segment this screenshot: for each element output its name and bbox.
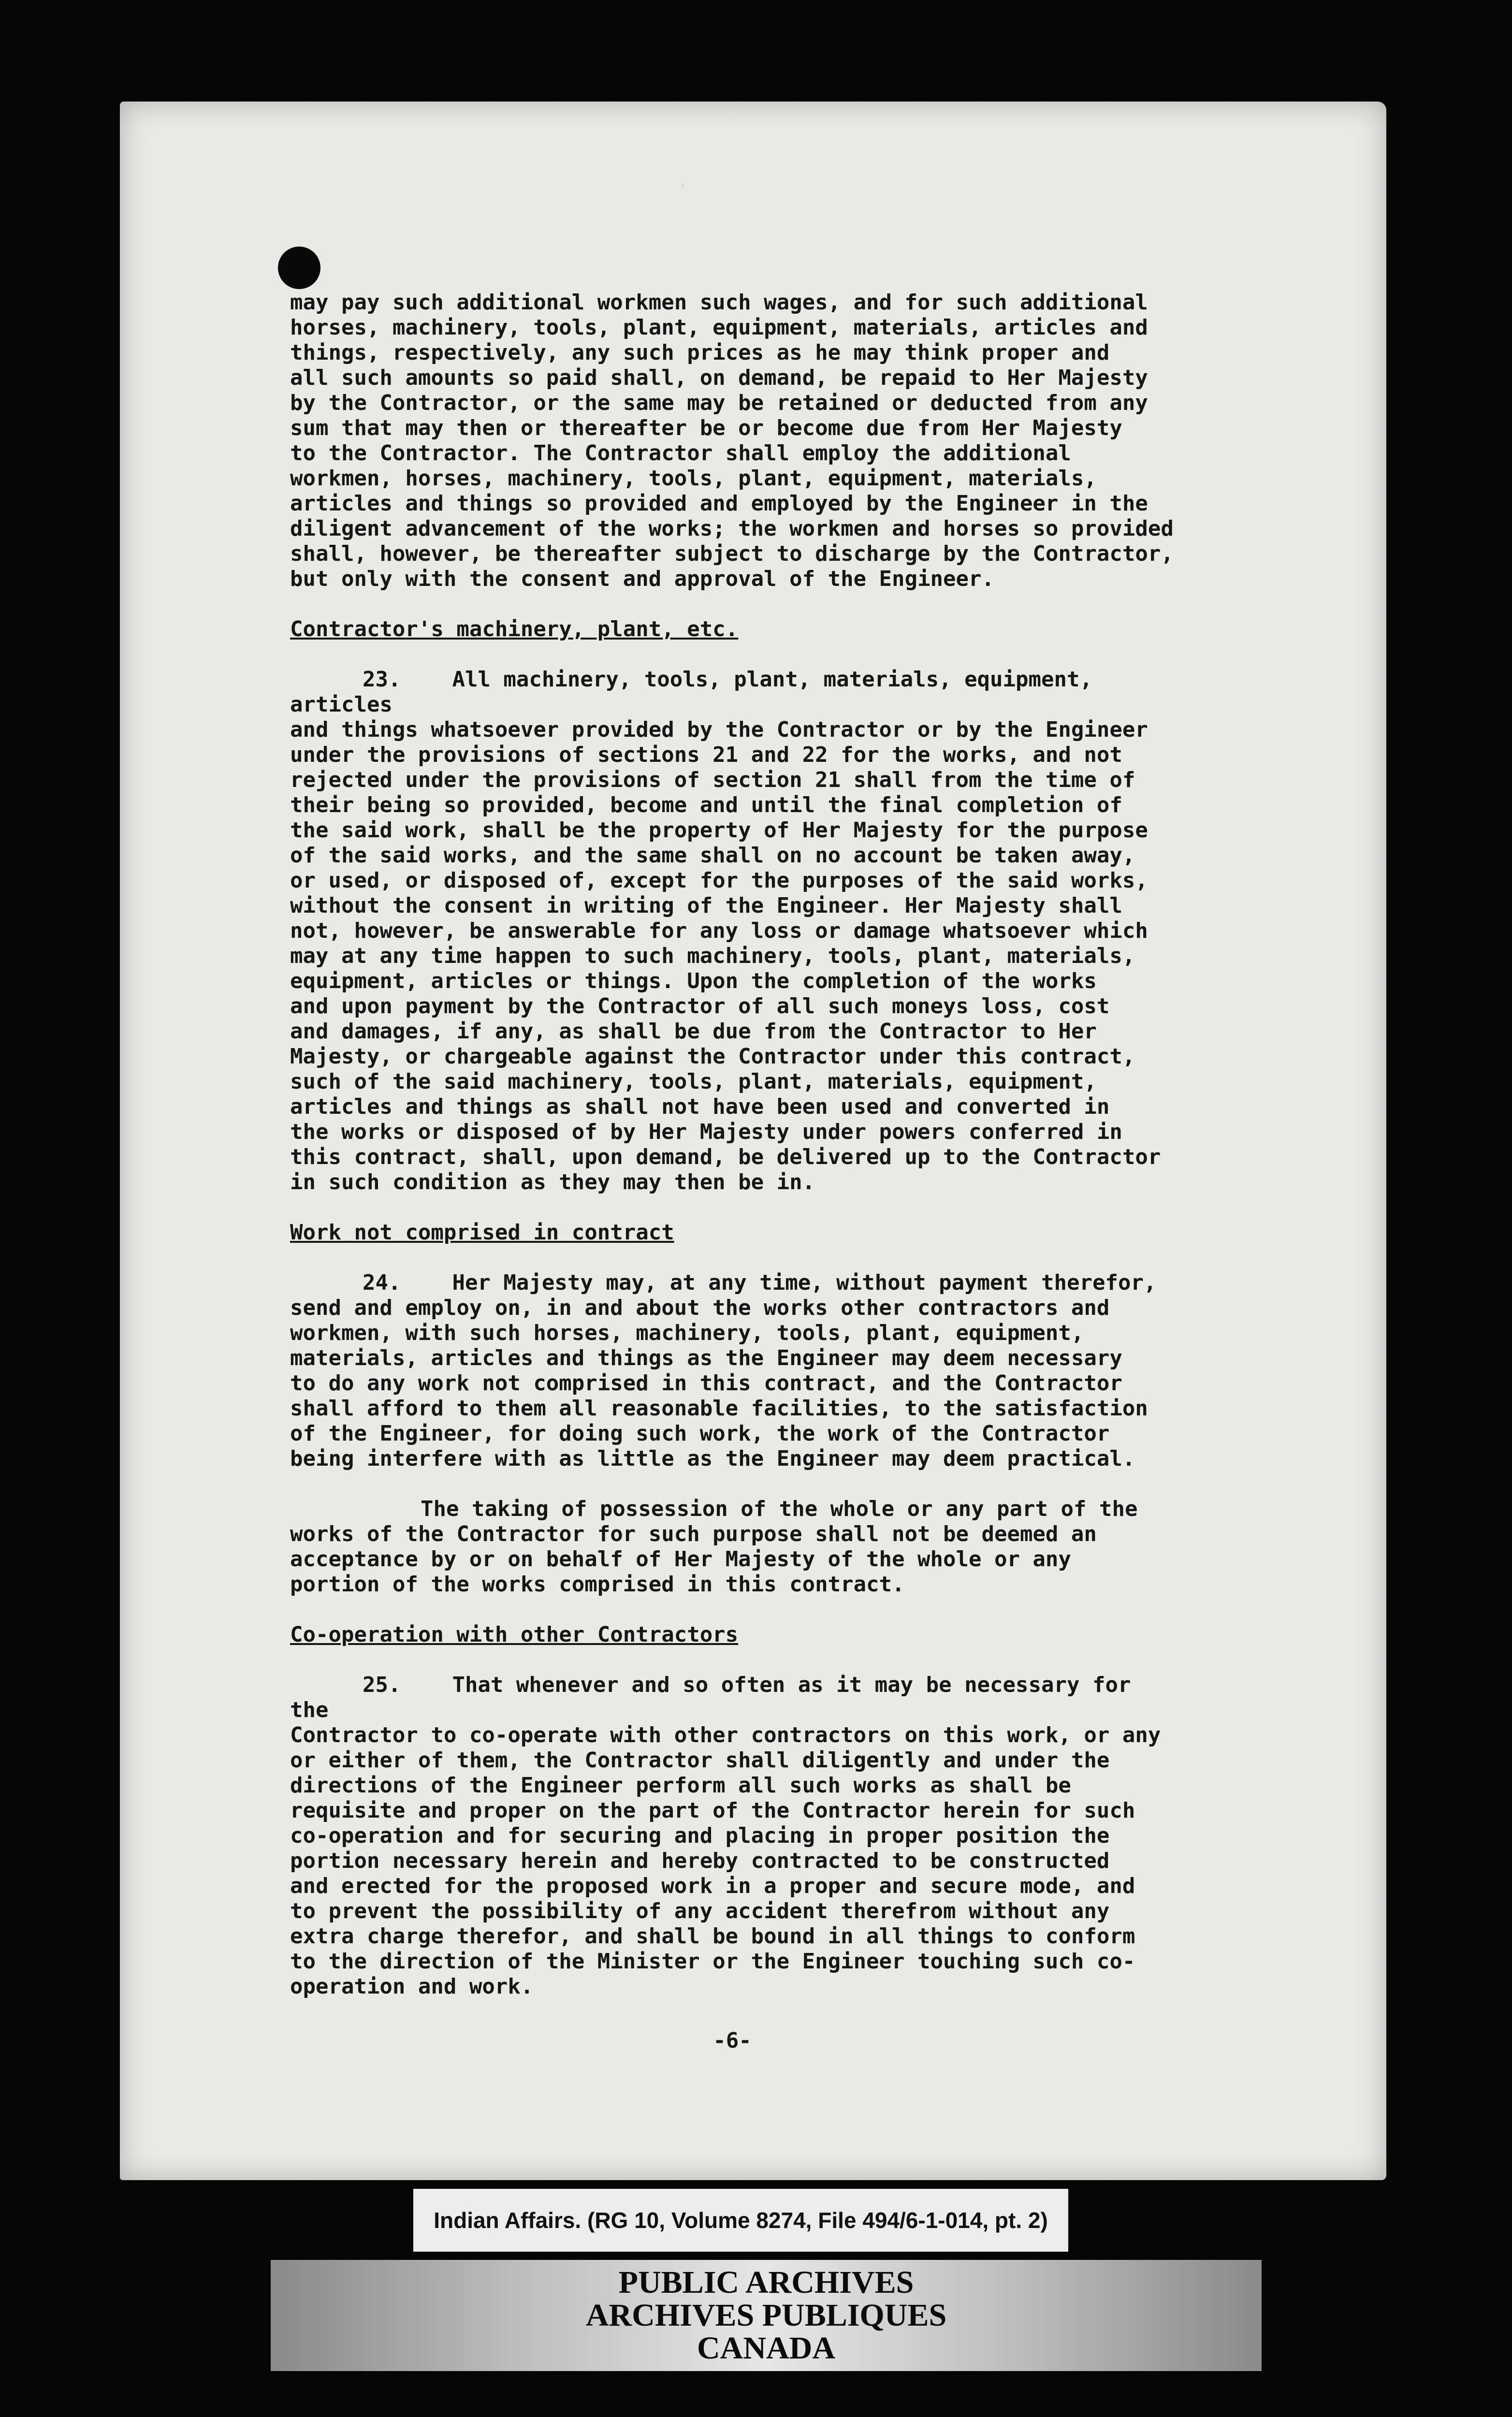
text-line: diligent advancement of the works; the workmen and horses so provided bbox=[290, 516, 1174, 541]
archive-stamp-line2: ARCHIVES PUBLIQUES bbox=[585, 2298, 947, 2333]
text-line: Contractor to co-operate with other contractors on this work, or any bbox=[290, 1723, 1161, 1747]
text-line: in such condition as they may then be in. bbox=[290, 1170, 815, 1194]
text-line: rejected under the provisions of section 21 shall from the time of bbox=[290, 768, 1135, 792]
text-line: workmen, horses, machinery, tools, plant, equipment, materials, bbox=[290, 466, 1097, 491]
archive-stamp-line1: PUBLIC ARCHIVES bbox=[618, 2265, 914, 2300]
text-line: workmen, with such horses, machinery, tools, plant, equipment, bbox=[290, 1321, 1084, 1345]
section-23 bbox=[290, 667, 1175, 1195]
text-line: of the Engineer, for doing such work, the work of the Contractor bbox=[290, 1421, 1110, 1446]
text-line: to the Contractor. The Contractor shall employ the additional bbox=[290, 441, 1071, 466]
text-line: and erected for the proposed work in a proper and secure mode, and bbox=[290, 1874, 1135, 1898]
text-line: works of the Contractor for such purpose shall not be deemed an bbox=[290, 1522, 1097, 1546]
section-25 bbox=[290, 1673, 1175, 1999]
text-line: That whenever and so often as it may be necessary for the bbox=[290, 1673, 1144, 1722]
section-25-number: 25. bbox=[363, 1673, 401, 1697]
text-line: under the provisions of sections 21 and 22 for the works, and not bbox=[290, 743, 1122, 767]
heading-work-not-comprised: Work not comprised in contract bbox=[290, 1220, 674, 1245]
heading-cooperation: Co-operation with other Contractors bbox=[290, 1622, 739, 1647]
text-line: by the Contractor, or the same may be retained or deducted from any bbox=[290, 391, 1148, 415]
text-line: not, however, be answerable for any loss or damage whatsoever which bbox=[290, 918, 1148, 943]
text-line: acceptance by or on behalf of Her Majesty of the whole or any bbox=[290, 1547, 1071, 1572]
text-line: equipment, articles or things. Upon the completion of the works bbox=[290, 969, 1097, 993]
section-24-number: 24. bbox=[363, 1270, 401, 1295]
text-line: shall, however, be thereafter subject to discharge by the Contractor, bbox=[290, 541, 1174, 566]
possession-paragraph bbox=[290, 1497, 1175, 1597]
page-number: -6- bbox=[713, 2028, 752, 2053]
text-line: and damages, if any, as shall be due from the Contractor to Her bbox=[290, 1019, 1097, 1044]
text-line: articles and things as shall not have been used and converted in bbox=[290, 1094, 1110, 1119]
text-line: without the consent in writing of the Engineer. Her Majesty shall bbox=[290, 893, 1122, 918]
text-line: their being so provided, become and until the final completion of bbox=[290, 793, 1122, 817]
section-25-first-line bbox=[290, 1673, 1175, 1723]
archive-stamp bbox=[271, 2260, 1262, 2371]
text-line: portion necessary herein and hereby contracted to be constructed bbox=[290, 1849, 1110, 1873]
text-line: may pay such additional workmen such wages, and for such additional bbox=[290, 290, 1148, 315]
text-line: the said work, shall be the property of Her Majesty for the purpose bbox=[290, 818, 1148, 843]
text-line: things, respectively, any such prices as he may think proper and bbox=[290, 340, 1110, 365]
text-line: but only with the consent and approval of the Engineer. bbox=[290, 567, 994, 591]
intro-paragraph bbox=[290, 290, 1175, 592]
text-line: horses, machinery, tools, plant, equipment, materials, articles and bbox=[290, 315, 1148, 340]
punch-hole bbox=[278, 247, 320, 289]
text-line: being interfere with as little as the Engineer may deem practical. bbox=[290, 1446, 1135, 1471]
text-line: of the said works, and the same shall on no account be taken away, bbox=[290, 843, 1135, 868]
text-line: and upon payment by the Contractor of all such moneys loss, cost bbox=[290, 994, 1110, 1019]
text-line: articles and things so provided and employed by the Engineer in the bbox=[290, 491, 1148, 516]
text-line: materials, articles and things as the Engineer may deem necessary bbox=[290, 1346, 1122, 1370]
text-line: co-operation and for securing and placing in proper position the bbox=[290, 1823, 1110, 1848]
archive-reference-label bbox=[413, 2189, 1068, 2252]
text-line: Majesty, or chargeable against the Contractor under this contract, bbox=[290, 1044, 1135, 1069]
text-line: sum that may then or thereafter be or become due from Her Majesty bbox=[290, 416, 1122, 440]
text-line: or either of them, the Contractor shall diligently and under the bbox=[290, 1748, 1110, 1773]
text-line: directions of the Engineer perform all such works as shall be bbox=[290, 1773, 1071, 1798]
text-line: shall afford to them all reasonable facilities, to the satisfaction bbox=[290, 1396, 1148, 1421]
speck bbox=[681, 184, 684, 188]
text-line: this contract, shall, upon demand, be delivered up to the Contractor bbox=[290, 1145, 1161, 1169]
text-line: may at any time happen to such machinery, tools, plant, materials, bbox=[290, 944, 1135, 968]
speck bbox=[729, 116, 733, 120]
possession-first-line bbox=[290, 1497, 1175, 1522]
text-line: All machinery, tools, plant, materials, equipment, articles bbox=[290, 667, 1105, 717]
section-24 bbox=[290, 1270, 1175, 1471]
text-line: the works or disposed of by Her Majesty under powers conferred in bbox=[290, 1120, 1122, 1144]
text-line: and things whatsoever provided by the Contractor or by the Engineer bbox=[290, 717, 1148, 742]
section-23-first-line bbox=[290, 667, 1175, 717]
text-line: or used, or disposed of, except for the purposes of the said works, bbox=[290, 868, 1148, 893]
archive-stamp-line3: CANADA bbox=[697, 2330, 835, 2366]
text-line: extra charge therefor, and shall be bound in all things to conform bbox=[290, 1924, 1135, 1949]
text-line: requisite and proper on the part of the Contractor herein for such bbox=[290, 1798, 1135, 1823]
text-line: send and employ on, in and about the works other contractors and bbox=[290, 1296, 1110, 1320]
text-line: operation and work. bbox=[290, 1974, 534, 1999]
document-text bbox=[290, 290, 1175, 2053]
text-line: to do any work not comprised in this contract, and the Contractor bbox=[290, 1371, 1122, 1396]
text-line: Her Majesty may, at any time, without payment therefor, bbox=[452, 1270, 1157, 1295]
text-line: all such amounts so paid shall, on demand, be repaid to Her Majesty bbox=[290, 365, 1148, 390]
text-line: portion of the works comprised in this contract. bbox=[290, 1572, 905, 1597]
text-line: to prevent the possibility of any accident therefrom without any bbox=[290, 1899, 1110, 1923]
text-line: to the direction of the Minister or the Engineer touching such co- bbox=[290, 1949, 1135, 1974]
archive-reference-text: Indian Affairs. (RG 10, Volume 8274, File 494/6-1-014, pt. 2) bbox=[434, 2208, 1048, 2233]
heading-machinery: Contractor's machinery, plant, etc. bbox=[290, 617, 739, 641]
text-line: The taking of possession of the whole or any part of the bbox=[421, 1497, 1138, 1521]
section-23-number: 23. bbox=[363, 667, 401, 692]
section-24-first-line bbox=[290, 1270, 1175, 1296]
text-line: such of the said machinery, tools, plant, materials, equipment, bbox=[290, 1069, 1097, 1094]
